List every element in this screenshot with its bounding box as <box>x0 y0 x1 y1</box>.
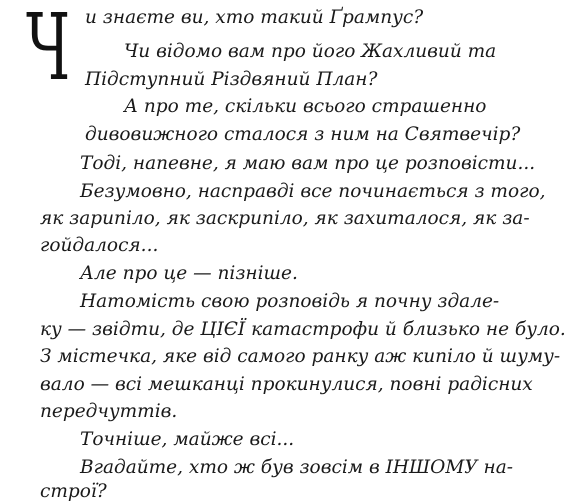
text-line-13: З містечка, яке від самого ранку аж кипіло й шуму- <box>40 346 561 367</box>
text-line-10: Але про це — пізніше. <box>80 263 298 284</box>
text-line-8: як зарипіло, як заскрипіло, як захиталося, як за- <box>40 208 530 229</box>
text-line-11: Натомість свою розповідь я почну здале- <box>80 291 500 312</box>
text-line-17: Вгадайте, хто ж був зовсім в ІНШОМУ на- <box>80 457 513 478</box>
text-line-16: Точніше, майже всі... <box>80 429 295 450</box>
text-line-2: Чи відомо вам про його Жахливий та <box>124 41 497 62</box>
drop-cap-letter: Ч <box>26 0 71 101</box>
text-line-3: Підступний Різдвяний План? <box>85 69 378 90</box>
text-line-7: Безумовно, насправді все починається з того, <box>80 181 546 202</box>
text-line-4: А про те, скільки всього страшенно <box>124 96 487 117</box>
text-line-18: строї? <box>40 481 107 502</box>
text-line-14: вало — всі мешканці прокинулися, повні радісних <box>40 374 533 395</box>
text-line-5: дивовижного сталося з ним на Святвечір? <box>85 124 521 145</box>
text-line-1: и знаєте ви, хто такий Ґрампус? <box>85 7 424 28</box>
text-line-6: Тоді, напевне, я маю вам про це розповісти... <box>80 153 536 174</box>
text-line-15: передчуттів. <box>40 401 178 422</box>
text-line-12: ку — звідти, де ЦІЄЇ катастрофи й близько не було. <box>40 319 566 340</box>
text-line-9: гойдалося... <box>40 235 159 256</box>
